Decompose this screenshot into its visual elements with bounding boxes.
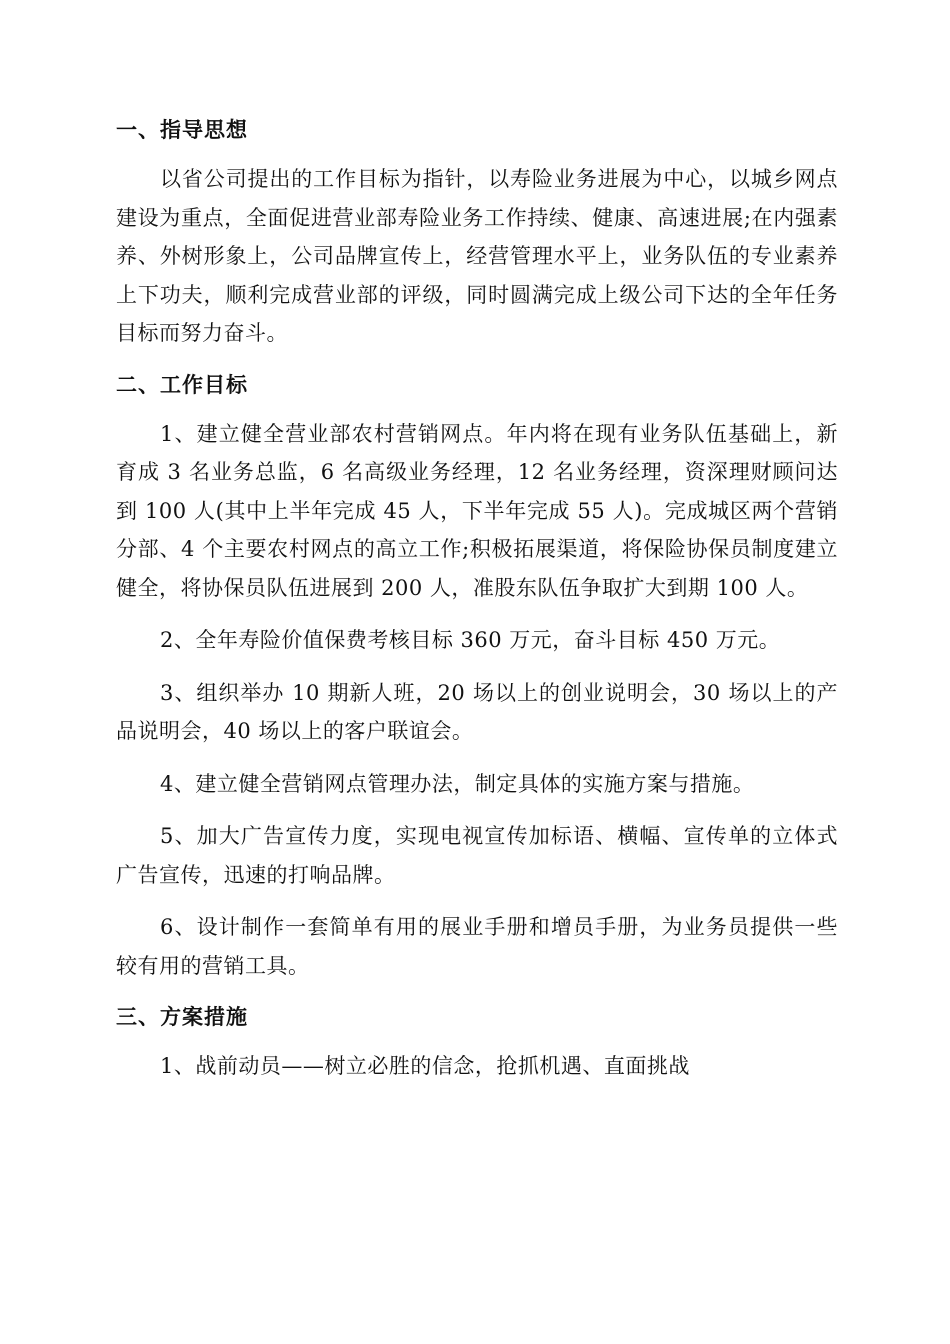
goal-item-1: 1、建立健全营业部农村营销网点。年内将在现有业务队伍基础上，新育成 3 名业务总监，6 名高级业务经理，12 名业务经理，资深理财顾问达到 100 人(其中上半年完成 45 人，下半年完成 55 人)。完成城区两个营销分部、4 个主要农村网点的高立工作;积极拓展渠道，将保险协保员制度建立健全，将协保员队伍进展到 200 人，准股东队伍争取扩大到期 100 人。 [116, 421, 838, 600]
section-heading-measures: 三、方案措施 [116, 1005, 248, 1029]
goal-item-2: 2、全年寿险价值保费考核目标 360 万元，奋斗目标 450 万元。 [160, 628, 781, 652]
goal-item-3: 3、组织举办 10 期新人班，20 场以上的创业说明会，30 场以上的产品说明会，40 场以上的客户联谊会。 [116, 680, 838, 743]
section-heading-guiding: 一、指导思想 [116, 118, 248, 142]
goal-item-4: 4、建立健全营销网点管理办法，制定具体的实施方案与措施。 [160, 771, 755, 796]
goal-item-5: 5、加大广告宣传力度，实现电视宣传加标语、横幅、宣传单的立体式广告宣传，迅速的打响品牌。 [116, 824, 838, 887]
goal-item-6: 6、设计制作一套简单有用的展业手册和增员手册，为业务员提供一些较有用的营销工具。 [116, 915, 838, 978]
measure-item-1: 1、战前动员——树立必胜的信念，抢抓机遇、直面挑战 [160, 1054, 690, 1078]
section-heading-goals: 二、工作目标 [116, 372, 248, 397]
document-body [116, 112, 838, 1086]
guiding-paragraph: 以省公司提出的工作目标为指针，以寿险业务进展为中心，以城乡网点建设为重点，全面促进营业部寿险业务工作持续、健康、高速进展;在内强素养、外树形象上，公司品牌宣传上，经营管理水平上，业务队伍的专业素养上下功夫，顺利完成营业部的评级，同时圆满完成上级公司下达的全年任务目标而努力奋斗。 [116, 167, 838, 345]
